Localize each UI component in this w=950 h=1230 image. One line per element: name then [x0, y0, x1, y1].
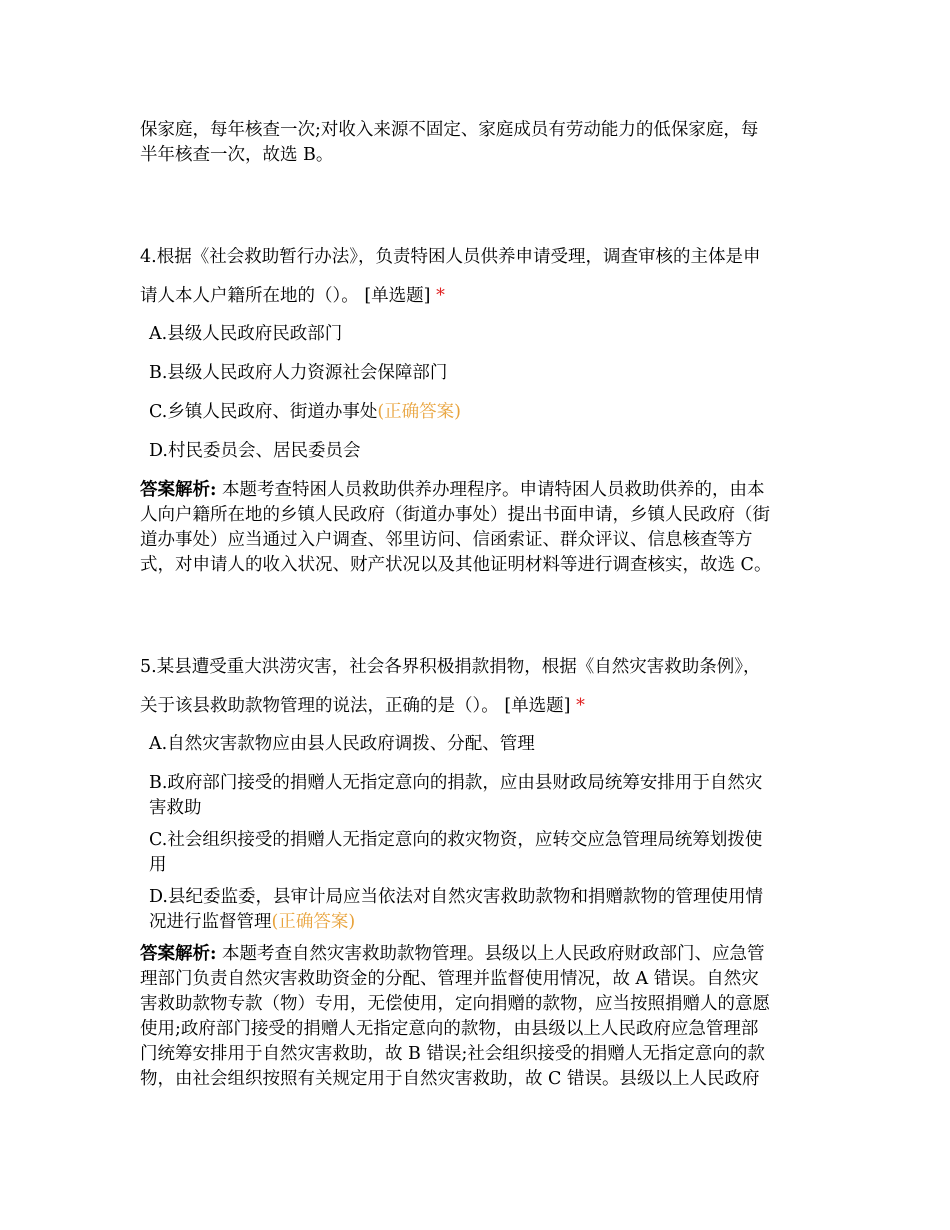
analysis-line: 物，由社会组织按照有关规定用于自然灾害救助，故 C 错误。县级以上人民政府 — [140, 1069, 760, 1089]
option-c[interactable]: C.乡镇人民政府、街道办事处(正确答案) — [149, 402, 461, 422]
analysis-line: 门统筹安排用于自然灾害救助，故 B 错误;社会组织接受的捐赠人无指定意向的款 — [140, 1044, 765, 1064]
correct-answer-tag: (正确答案) — [377, 402, 461, 422]
option-b[interactable]: B.政府部门接受的捐赠人无指定意向的捐款，应由县财政局统筹安排用于自然灾 害救助 — [149, 773, 763, 818]
question-stem — [140, 648, 812, 726]
option-d[interactable]: D.村民委员会、居民委员会 — [149, 441, 361, 461]
answer-analysis — [140, 942, 812, 1092]
analysis-label: 答案解析: — [140, 944, 217, 964]
question-stem — [140, 238, 812, 316]
correct-answer-tag: (正确答案) — [271, 912, 356, 932]
question-type-label: [单选题] — [364, 286, 431, 306]
option-list — [140, 322, 812, 464]
question-stem-line-1: 5.某县遭受重大洪涝灾害，社会各界积极捐款捐物，根据《自然灾害救助条例》， — [140, 657, 761, 677]
analysis-line: 使用;政府部门接受的捐赠人无指定意向的款物，由县级以上人民政府应急管理部 — [140, 1019, 759, 1039]
analysis-line: 害救助款物专款（物）专用，无偿使用，定向捐赠的款物，应当按照捐赠人的意愿 — [140, 994, 770, 1014]
question-4 — [140, 238, 812, 578]
intro-line-2: 半年核查一次，故选 B。 — [140, 145, 334, 165]
required-mark: * — [576, 696, 585, 716]
required-mark: * — [436, 286, 445, 306]
option-c[interactable]: C.社会组织接受的捐赠人无指定意向的救灾物资，应转交应急管理局统筹划拨使 用 — [149, 830, 763, 875]
analysis-line: 理部门负责自然灾害救助资金的分配、管理并监督使用情况，故 A 错误。自然灾 — [140, 969, 759, 989]
intro-paragraph — [140, 118, 812, 168]
question-stem-line-2: 请人本人户籍所在地的（）。 — [140, 286, 359, 306]
option-list — [140, 732, 812, 935]
analysis-line: 本题考查自然灾害救助款物管理。县级以上人民政府财政部门、应急管 — [222, 944, 765, 964]
option-b[interactable]: B.县级人民政府人力资源社会保障部门 — [149, 363, 448, 383]
analysis-line: 人向户籍所在地的乡镇人民政府（街道办事处）提出书面申请，乡镇人民政府（街 — [140, 505, 770, 525]
question-5 — [140, 648, 812, 1092]
option-a[interactable]: A.自然灾害款物应由县人民政府调拨、分配、管理 — [149, 734, 535, 754]
option-a[interactable]: A.县级人民政府民政部门 — [149, 324, 343, 344]
intro-line-1: 保家庭，每年核查一次;对收入来源不固定、家庭成员有劳动能力的低保家庭，每 — [140, 120, 759, 140]
answer-analysis — [140, 478, 812, 578]
analysis-label: 答案解析: — [140, 480, 217, 500]
analysis-line: 式，对申请人的收入状况、财产状况以及其他证明材料等进行调查核实，故选 C。 — [140, 555, 772, 575]
analysis-line: 本题考查特困人员救助供养办理程序。申请特困人员救助供养的，由本 — [222, 480, 765, 500]
question-stem-line-2: 关于该县救助款物管理的说法，正确的是（）。 — [140, 696, 499, 716]
analysis-line: 道办事处）应当通过入户调查、邻里访问、信函索证、群众评议、信息核查等方 — [140, 530, 753, 550]
document-page — [140, 118, 812, 1092]
question-type-label: [单选题] — [504, 696, 571, 716]
question-stem-line-1: 4.根据《社会救助暂行办法》，负责特困人员供养申请受理，调查审核的主体是申 — [140, 247, 761, 267]
option-d[interactable]: D.县纪委监委，县审计局应当依法对自然灾害救助款物和捐赠款物的管理使用情 况进行监督管理(正确答案) — [149, 887, 763, 932]
